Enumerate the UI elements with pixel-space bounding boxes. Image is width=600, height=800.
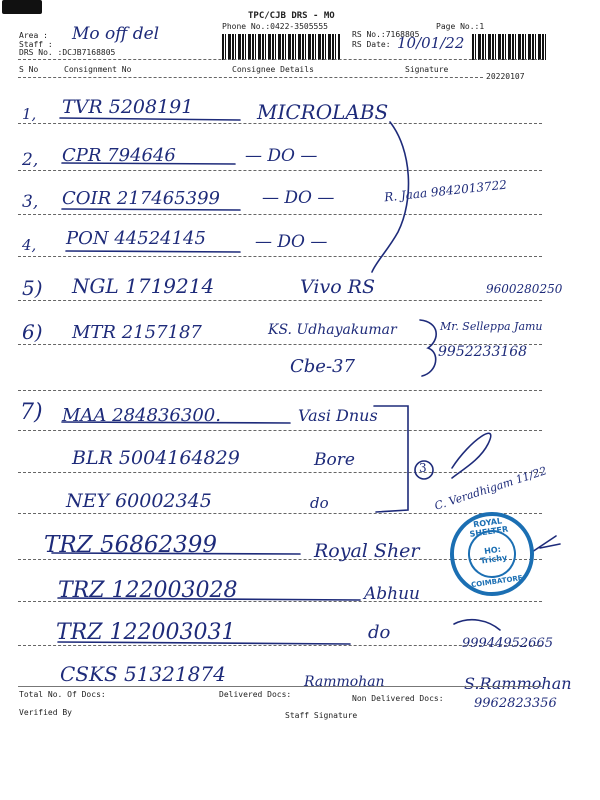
page-number: Page No.:1 [436, 22, 485, 31]
phone-number: Phone No.:0422-3505555 [222, 22, 328, 31]
date-code: 20220107 [486, 72, 525, 81]
ink-underline [52, 553, 300, 554]
entry-consignment: BLR 5004164829 [72, 447, 240, 469]
entry-consignee: Rammohan [304, 674, 385, 690]
rs-date-value: 10/01/22 [397, 34, 465, 52]
entry-consignment: CSKS 51321874 [60, 662, 226, 686]
bracket-line [374, 406, 408, 512]
entry-receiver-note: Mr. Selleppa Jamu [440, 320, 543, 333]
entry-phone-note: 99944952665 [462, 636, 553, 651]
signature-swirl [452, 433, 491, 478]
col-consignee: Consignee Details [232, 65, 314, 74]
checkmark-stroke [532, 536, 560, 552]
ink-underline [58, 598, 360, 600]
total-docs-label: Total No. Of Docs: [19, 690, 106, 699]
entry-consignment: NEY 60002345 [66, 490, 212, 512]
entry-consignee: Abhuu [364, 584, 421, 604]
entry-consignment: CPR 794646 [62, 145, 176, 166]
stamp-bottom-text: COIMBATORE [470, 574, 524, 590]
entry-consignee: KS. Udhayakumar [268, 322, 397, 338]
area-value: Mo off del [72, 24, 160, 44]
entry-number: 7) [20, 400, 43, 425]
ink-underline [58, 642, 350, 644]
ink-underline [60, 118, 240, 120]
footer-divider [18, 686, 542, 687]
rs-number: RS No.:7168805 [352, 30, 420, 39]
entry-consignment: TVR 5208191 [62, 96, 194, 118]
entry-consignment: TRZ 122003028 [58, 578, 238, 603]
entry-number: 4, [22, 236, 37, 254]
entry-consignee: MICROLABS [257, 100, 389, 124]
staff-label: Staff : [19, 40, 53, 49]
entry-consignee: Vasi Dnus [298, 406, 378, 425]
stamp-top-text: ROYAL SHELTER [469, 516, 509, 539]
entry-consignee: — DO — [255, 232, 328, 252]
entry-number: 2, [22, 150, 39, 170]
entry-consignee-line2: Cbe-37 [290, 356, 355, 377]
entry-receiver-note: S.Rammohan [464, 674, 572, 693]
signature-swirl [454, 620, 500, 630]
col-sno: S No [19, 65, 39, 74]
entry-number: 3, [22, 192, 39, 212]
col-consignment: Consignment No [64, 65, 132, 74]
entry-consignee: do [310, 494, 329, 512]
entry-consignee: Bore [314, 450, 355, 470]
entry-consignment: TRZ 122003031 [56, 620, 236, 645]
entry-consignment: MAA 284836300. [62, 405, 221, 426]
ink-underline [62, 209, 240, 210]
rs-date-label: RS Date: [352, 40, 391, 49]
col-signature: Signature [405, 65, 449, 74]
entry-consignee: Vivo RS [300, 276, 375, 298]
verified-by-label: Verified By [19, 708, 72, 717]
entry-consignee: Royal Sher [314, 540, 420, 562]
entry-number: 5) [22, 276, 43, 300]
circle-mark-label: 3 [419, 461, 427, 475]
delivered-docs-label: Delivered Docs: [219, 690, 292, 699]
entry-phone-note: 9600280250 [486, 282, 563, 296]
area-label: Area : [19, 31, 48, 40]
non-delivered-docs-label: Non Delivered Docs: [352, 694, 444, 703]
entry-number: 6) [22, 320, 43, 344]
entry-consignment: PON 44524145 [66, 228, 206, 249]
entry-phone-note: 9952233168 [438, 344, 528, 360]
ink-underline [62, 163, 235, 164]
entry-consignment: TRZ 56862399 [44, 532, 218, 558]
stamp-middle-text: HO: Trichy [479, 544, 508, 566]
margin-signature: R. Jaaa 9842013722 [383, 177, 508, 205]
entry-consignment: COIR 217465399 [62, 188, 220, 209]
document-title: TPC/CJB DRS - MO [248, 11, 335, 21]
ink-underline [66, 251, 240, 252]
bracket-curve [372, 122, 408, 272]
entry-phone-note: 9962823356 [474, 696, 557, 711]
entry-number: 1, [22, 105, 37, 123]
entry-consignee: — DO — [262, 188, 335, 208]
drs-number: DRS No. :DCJB7168805 [19, 48, 116, 57]
entry-consignee: — DO — [245, 146, 318, 166]
entry-consignment: NGL 1719214 [72, 274, 215, 298]
bracket-curve [420, 320, 436, 376]
entry-consignment: MTR 2157187 [72, 322, 202, 343]
ink-underline [62, 422, 290, 423]
staff-signature-label: Staff Signature [285, 711, 358, 720]
entry-consignee: do [368, 622, 391, 643]
margin-signature: C. Veradhigam 11/22 [432, 464, 549, 513]
